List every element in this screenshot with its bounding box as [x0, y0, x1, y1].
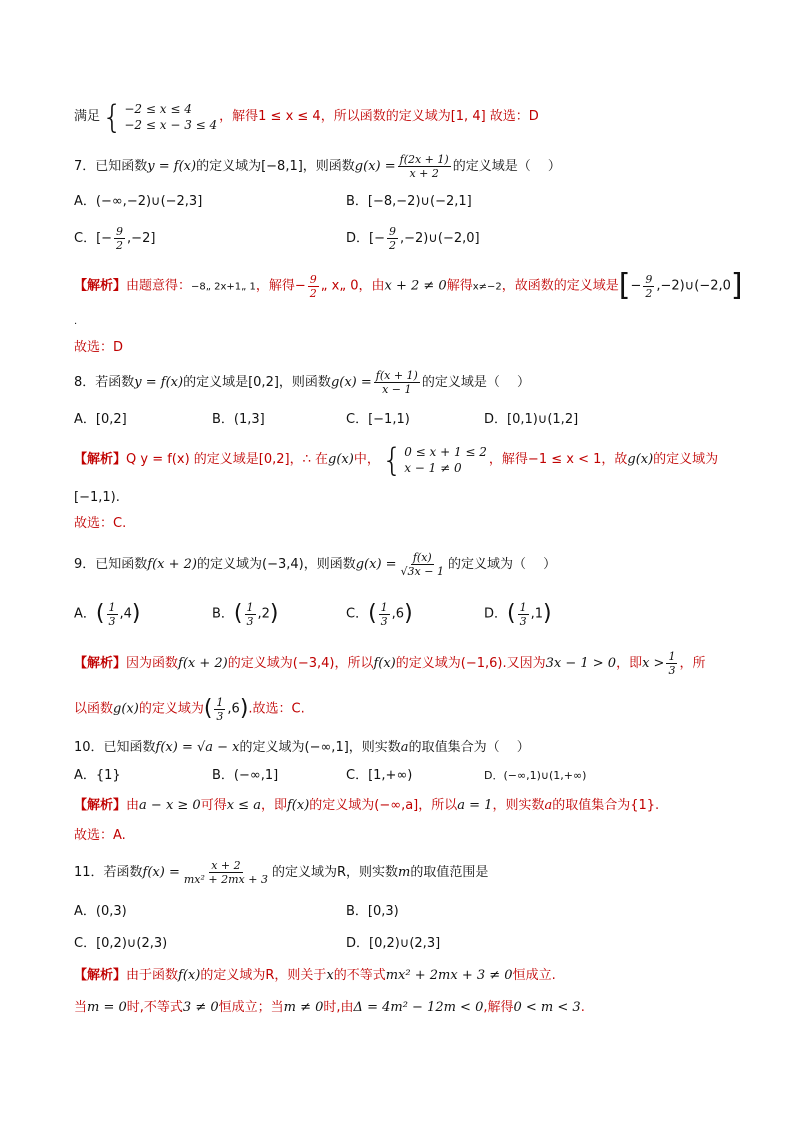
q8-stem-mid: 的定义域是: [183, 375, 249, 390]
q10-stem-pre: 10．已知函数: [74, 740, 156, 755]
q9-analysis-4: f(x): [373, 656, 396, 671]
q9-analysis-1: 因为函数: [126, 656, 179, 671]
q7-ans-pre: −: [630, 278, 642, 294]
q8-analysis-tag: 【解析】: [74, 452, 127, 467]
q7-fraction: [398, 153, 451, 180]
q11-analysis-5: 的不等式: [333, 968, 386, 983]
q11-stem-fx: f(x) =: [142, 865, 180, 880]
q8-stem-gx: g(x) =: [330, 375, 372, 390]
q11-line2-9: ,解得: [483, 1000, 514, 1015]
q6-system: { −2 ≤ x ≤ 4 −2 ≤ x − 3 ≤ 4: [102, 97, 218, 136]
q9-line2-3: 的定义域为: [138, 701, 204, 717]
q7-analysis-ineq: −8„ 2x+1„ 1: [191, 281, 256, 293]
q10-option-a[interactable]: A．{1}: [74, 768, 121, 783]
q8-frac-num: f(x + 1): [375, 369, 418, 382]
q8-option-a[interactable]: A．[0,2]: [74, 412, 127, 427]
q9-stem-pre: 9．已知函数: [74, 557, 148, 572]
q9-option-a[interactable]: A．( $\frac{1}{3}$ ,4): [74, 600, 141, 628]
q7-opt-c-den: 2: [116, 239, 124, 252]
q6-prefix: 满足: [74, 109, 101, 124]
q11-analysis-3: 的定义域为R，则关于: [200, 968, 327, 983]
q6-sys-row2: −2 ≤ x − 3 ≤ 4: [124, 117, 218, 132]
q7-analysis-1: 由题意得：: [126, 278, 192, 294]
q9-analysis-tag: 【解析】: [74, 656, 127, 671]
q11-line2-11: .: [580, 1000, 585, 1015]
q9-fraction: [399, 551, 446, 578]
q11-line2-10: 0 < m < 3: [513, 1000, 581, 1015]
q7-stem-mid: 的定义域为[−8,1]，则函数: [196, 159, 355, 174]
q8-stem-pre: 8．若函数: [74, 375, 135, 390]
q10-analysis-6: f(x): [286, 798, 310, 813]
q10-option-c[interactable]: C．[1,+∞): [346, 768, 413, 783]
q8-option-d[interactable]: D．[0,1)∪(1,2]: [484, 412, 579, 427]
q8-analysis: [74, 440, 718, 480]
q9-line2-num: 1: [216, 695, 224, 709]
q7-option-b[interactable]: B．[−8,−2)∪(−2,1]: [346, 194, 472, 209]
q10-analysis-tag: 【解析】: [74, 798, 127, 813]
q6-rest: ，解得1 ≤ x ≤ 4，所以函数的定义域为[1, 4] 故选：D: [219, 109, 539, 124]
q11-frac-num: x + 2: [211, 859, 241, 872]
q7-stem: [74, 150, 561, 184]
q7-answer: 故选：D: [74, 340, 124, 355]
q8-analysis-8: 的定义域为: [653, 452, 719, 467]
q7-frac-num: f(2x + 1): [399, 153, 449, 166]
q7-analysis: 【解析】由题意得：−8„ 2x+1„ 1，解得− $\frac{9}{2}$ „ x„ 0，由x + 2 ≠ 0解得x≠−2，故函数的定义域是[− $\frac{9}{2}$ ,−2)∪(−2,0]: [74, 268, 743, 303]
q7-stem-post: 的定义域是（ ）: [452, 159, 561, 174]
q7-opt-d-num: 9: [388, 225, 396, 238]
q10-stem: [74, 738, 530, 758]
q9-opt-b-post: ,2: [257, 606, 270, 622]
q10-stem-a: a: [400, 740, 409, 755]
q7-opt-d-den: 2: [388, 239, 396, 252]
q9-option-d[interactable]: D．( $\frac{1}{3}$ ,1): [484, 600, 552, 628]
q9-stem-mid: 的定义域为(−3,4)，则函数: [197, 557, 356, 572]
q9-opt-c-label: C．: [346, 606, 369, 622]
q7-opt-c-pre: C．[−: [74, 231, 113, 246]
q9-analysis-3: 的定义域为(−3,4)，所以: [227, 656, 374, 671]
q10-stem-post: 的定义域为(−∞,1]，则实数: [239, 740, 401, 755]
q9-line2-den: 3: [216, 709, 224, 723]
q9-opt-d-frac: [518, 601, 529, 628]
q9-analysis-frac: [666, 650, 677, 677]
q7-analysis-2: ，解得−: [255, 278, 306, 294]
q7-frac-den: x + 2: [409, 167, 439, 180]
q9-opt-d-post: ,1: [530, 606, 544, 622]
q10-analysis-1: 由: [126, 798, 140, 813]
q8-sys-row1: 0 ≤ x + 1 ≤ 2: [404, 444, 487, 459]
q7-opt-d-pre: D．[−: [346, 231, 385, 246]
q8-analysis-1: Q y = f(x) 的定义域是: [126, 452, 259, 467]
q10-option-d[interactable]: D．(−∞,1)∪(1,+∞): [484, 769, 587, 782]
q7-analysis-den: 2: [309, 286, 317, 300]
q9-opt-c-num: 1: [380, 600, 388, 614]
q7-analysis-3: „ x„ 0，由: [320, 278, 385, 294]
q9-opt-a-num: 1: [108, 600, 116, 614]
q7-option-c[interactable]: [74, 222, 155, 256]
q7-option-d[interactable]: [346, 222, 480, 256]
q11-fraction: [182, 859, 270, 886]
q11-option-a[interactable]: A．(0,3): [74, 904, 127, 919]
q9-frac-den: √3x − 1: [400, 565, 444, 578]
q10-analysis-4: x ≤ a: [226, 798, 261, 813]
q8-sys-row2: x − 1 ≠ 0: [404, 460, 462, 475]
q9-analysis-2: f(x + 2): [178, 656, 228, 671]
q7-analysis-7: ，故函数的定义域是: [501, 278, 619, 294]
q8-analysis-7: g(x): [627, 452, 654, 467]
q7-analysis-6: x≠−2: [472, 281, 502, 293]
q9-analysis: [74, 646, 705, 682]
q8-system: { 0 ≤ x + 1 ≤ 2 x − 1 ≠ 0: [381, 440, 487, 479]
q9-frac-num: f(x): [412, 551, 432, 564]
q10-analysis-8: a = 1: [457, 798, 493, 813]
q9-stem-post: 的定义域为（ ）: [447, 557, 557, 572]
q8-analysis-2: [0,2]: [258, 452, 290, 467]
q11-line2-3: 时,不等式: [126, 1000, 183, 1015]
q9-analysis-9: ，所: [679, 656, 706, 671]
q9-opt-b-frac: [245, 601, 256, 628]
q11-analysis-7: 恒成立.: [512, 968, 556, 983]
q11-analysis-4: x: [326, 968, 334, 983]
q7-opt-d-frac: [387, 225, 398, 252]
q9-stem: [74, 548, 556, 582]
q7-stem-gx: g(x) =: [354, 159, 396, 174]
q11-frac-den: mx² + 2mx + 3: [183, 873, 268, 886]
q11-analysis-line2: [74, 998, 585, 1018]
q7-ans-post: ,−2)∪(−2,0: [656, 278, 731, 294]
q7-analysis-tag: 【解析】: [74, 278, 127, 294]
q8-stem-mid2: ，则函数: [278, 375, 331, 390]
q9-opt-b-label: B．: [212, 606, 234, 622]
q10-answer: 故选：A.: [74, 828, 126, 843]
q8-analysis-5: 中，: [353, 452, 380, 467]
q8-stem-dom: [0,2]: [248, 375, 279, 390]
q11-analysis-6: mx² + 2mx + 3 ≠ 0: [385, 968, 513, 983]
q11-line2-5: 恒成立；当: [218, 1000, 284, 1015]
q9-analysis-7: ，即: [616, 656, 643, 671]
q11-stem-m: m: [398, 865, 411, 880]
q9-opt-c-den: 3: [380, 614, 388, 628]
q10-analysis-2: a − x ≥ 0: [139, 798, 201, 813]
q9-opt-d-num: 1: [519, 600, 527, 614]
q9-stem-fx: f(x + 2): [147, 557, 197, 572]
q10-analysis-5: ，即: [260, 798, 287, 813]
q7-stem-pre: 7．已知函数: [74, 159, 148, 174]
q11-line2-7: 时,由: [323, 1000, 354, 1015]
q11-line2-8: Δ = 4m² − 12m < 0: [353, 1000, 484, 1015]
q9-analysis-den: 3: [668, 664, 676, 677]
q11-analysis-tag: 【解析】: [74, 968, 127, 983]
q9-option-c[interactable]: C．( $\frac{1}{3}$ ,6): [346, 600, 413, 628]
q10-analysis-7: 的定义域为(−∞,a]，所以: [309, 798, 458, 813]
q7-ans-den: 2: [645, 286, 653, 300]
q9-opt-b-num: 1: [246, 600, 254, 614]
q10-analysis-9: ，则实数: [492, 798, 545, 813]
q7-opt-c-frac: [114, 225, 125, 252]
q11-line2-6: m ≠ 0: [283, 1000, 324, 1015]
q11-stem-mid: 的定义域为R，则实数: [271, 865, 399, 880]
q9-analysis-8: x >: [642, 656, 665, 671]
q6-analysis-tail: [74, 98, 539, 136]
q8-answer: 故选：C.: [74, 516, 127, 531]
q9-opt-a-label: A．: [74, 606, 96, 622]
q6-sys-row1: −2 ≤ x ≤ 4: [124, 101, 192, 116]
q8-analysis-line2: [−1,1).: [74, 490, 120, 505]
q9-analysis-line2: 以函数g(x)的定义域为( $\frac{1}{3}$ ,6).故选：C.: [74, 695, 305, 723]
q7-ans-num: 9: [645, 272, 653, 286]
q7-opt-c-post: ,−2]: [127, 231, 156, 246]
q9-line2-frac: [214, 696, 225, 723]
q9-opt-b-den: 3: [246, 614, 254, 628]
q9-analysis-num: 1: [668, 650, 676, 663]
q11-stem-pre: 11．若函数: [74, 865, 143, 880]
q8-stem-post: 的定义域是（ ）: [421, 375, 530, 390]
q11-analysis-2: f(x): [178, 968, 201, 983]
q9-line2-2: g(x): [113, 701, 139, 717]
q7-analysis-5: 解得: [446, 278, 473, 294]
q9-line2-5: .故选：C.: [248, 701, 305, 717]
q9-opt-c-post: ,6: [391, 606, 405, 622]
q10-analysis: [74, 796, 659, 816]
q10-analysis-11: 的取值集合为{1}.: [552, 798, 660, 813]
q7-ans-frac: [643, 273, 654, 300]
q9-line2-1: 以函数: [74, 701, 114, 717]
q11-option-d[interactable]: D．[0,2)∪(2,3]: [346, 936, 441, 951]
q10-stem-fx: f(x) = √a − x: [155, 740, 240, 755]
q8-option-c[interactable]: C．[−1,1): [346, 412, 410, 427]
q8-stem-fx: y = f(x): [134, 375, 184, 390]
q10-option-b[interactable]: B．(−∞,1]: [212, 768, 279, 783]
q11-analysis: [74, 966, 556, 986]
q8-frac-den: x − 1: [382, 383, 412, 396]
q9-opt-d-den: 3: [519, 614, 527, 628]
q9-opt-c-frac: [379, 601, 390, 628]
q10-analysis-3: 可得: [200, 798, 227, 813]
q9-option-b[interactable]: B．( $\frac{1}{3}$ ,2): [212, 600, 279, 628]
q7-opt-d-post: ,−2)∪(−2,0]: [399, 231, 480, 246]
q11-option-c[interactable]: C．[0,2)∪(2,3): [74, 936, 168, 951]
q9-analysis-6: 3x − 1 > 0: [545, 656, 617, 671]
q7-stem-fx: y = f(x): [147, 159, 197, 174]
q9-opt-a-frac: [107, 601, 118, 628]
q11-analysis-1: 由于函数: [126, 968, 179, 983]
q11-line2-4: 3 ≠ 0: [182, 1000, 219, 1015]
q11-option-b[interactable]: B．[0,3): [346, 904, 399, 919]
q11-line2-1: 当: [74, 1000, 88, 1015]
q7-dot: .: [74, 316, 78, 327]
q7-analysis-frac: [308, 273, 319, 300]
q8-analysis-4: g(x): [328, 452, 354, 467]
q8-option-b[interactable]: B．(1,3]: [212, 412, 265, 427]
q8-fraction: [374, 369, 420, 396]
q10-stem-post2: 的取值集合为（ ）: [408, 740, 530, 755]
q8-analysis-3: ，∴ 在: [289, 452, 329, 467]
q7-analysis-4: x + 2 ≠ 0: [384, 278, 447, 294]
q9-analysis-5: 的定义域为(−1,6).又因为: [395, 656, 546, 671]
q7-analysis-num: 9: [309, 272, 317, 286]
q7-opt-c-num: 9: [116, 225, 124, 238]
q8-analysis-6: ，解得−1 ≤ x < 1，故: [488, 452, 628, 467]
q9-opt-d-label: D．: [484, 606, 508, 622]
q11-line2-2: m = 0: [87, 1000, 127, 1015]
q9-opt-a-den: 3: [108, 614, 116, 628]
q9-line2-4: ,6: [227, 701, 240, 717]
q7-option-a[interactable]: A．(−∞,−2)∪(−2,3]: [74, 194, 203, 209]
q11-stem: [74, 856, 488, 890]
q9-opt-a-post: ,4: [119, 606, 132, 622]
q11-stem-post: 的取值范围是: [410, 865, 489, 880]
q10-analysis-10: a: [544, 798, 553, 813]
q8-stem: [74, 366, 530, 400]
q9-stem-gx: g(x) =: [355, 557, 397, 572]
